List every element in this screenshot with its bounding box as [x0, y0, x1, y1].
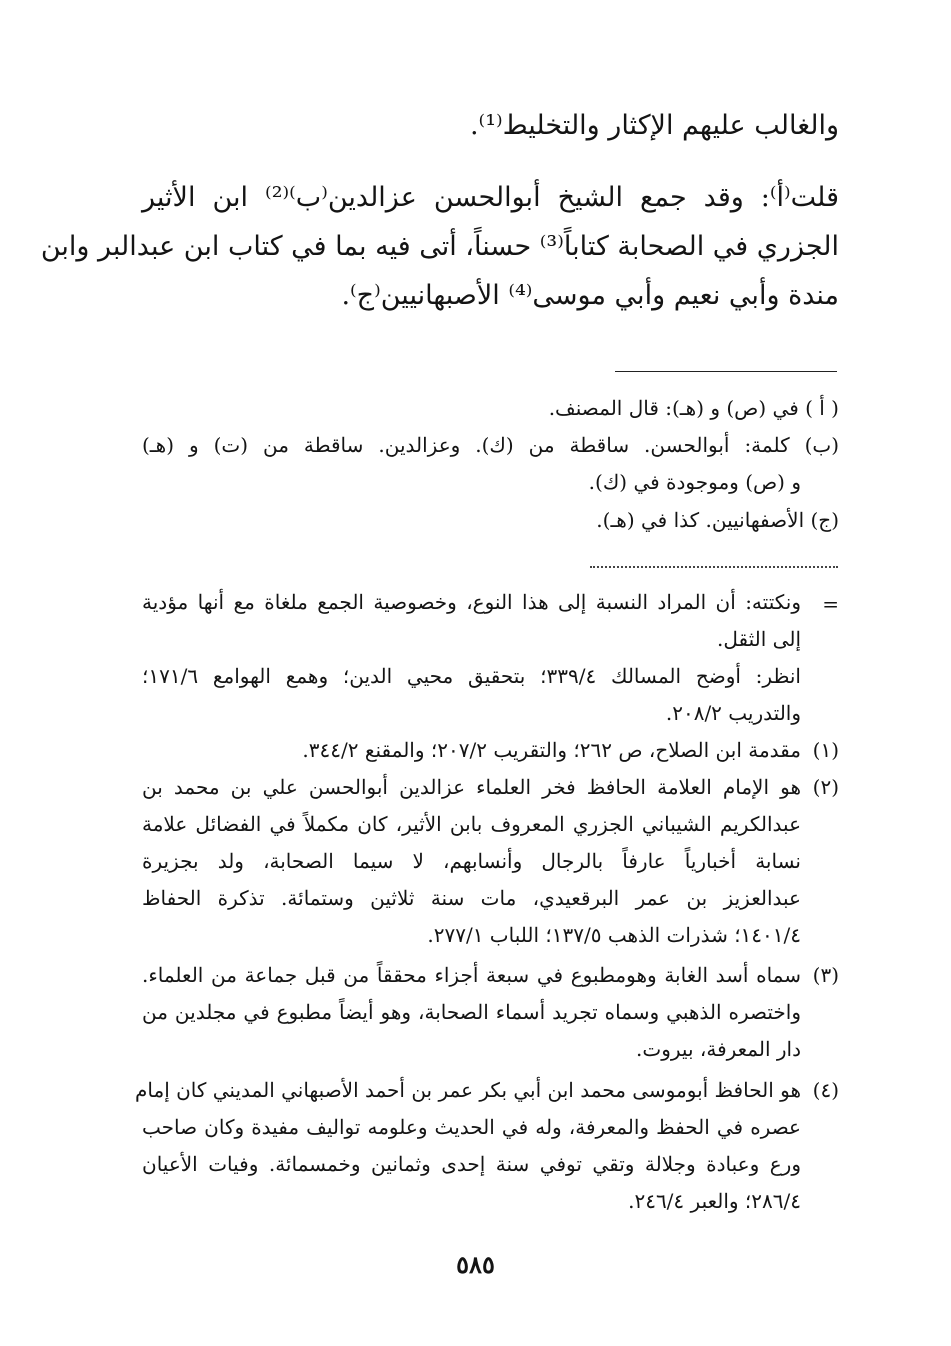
- variant-note-c: (ج) الأصفهانيين. كذا في (هـ).: [596, 508, 839, 532]
- variant-note-a: ( أ ) في (ص) و (هـ): قال المصنف.: [548, 396, 839, 420]
- body-paragraph-line-2: الجزري في الصحابة كتاباً⁽³⁾ حسناً، أتى فيه بما في كتاب ابن عبدالبر وابن: [40, 231, 839, 262]
- body-line-1: والغالب عليهم الإكثار والتخليط⁽¹⁾.: [469, 110, 839, 141]
- variant-note-b: (ب) كلمة: أبوالحسن. ساقطة من (ك). وعزالدين. ساقطة من (ت) و (هـ): [142, 433, 839, 457]
- footnote-1-line-1: مقدمة ابن الصلاح، ص ٢٦٢؛ والتقريب ٢٠٧/٢؛ والمقنع ٣٤٤/٢.: [302, 738, 801, 762]
- carryover-line-4: والتدريب ٢٠٨/٢.: [665, 701, 801, 725]
- footnote-2-line-3: نسابة أخبارياً عارفاً بالرجال وأنسابهم، لا سيما الصحابة، ولد بجزيرة: [142, 849, 801, 873]
- carryover-line-3: انظر: أوضح المسالك ٣٣٩/٤؛ بتحقيق محيي الدين؛ وهمع الهوامع ١٧١/٦؛: [142, 664, 801, 688]
- carryover-line-1: ونكتته: أن المراد النسبة إلى هذا النوع، وخصوصية الجمع ملغاة مع أنها مؤدية: [142, 590, 801, 614]
- footnote-1-marker: (١): [812, 738, 839, 762]
- footnote-3-line-2: واختصره الذهبي وسماه تجريد أسماء الصحابة، وهو أيضاً مطبوع في مجلدين من: [142, 1000, 801, 1024]
- body-paragraph-line-1: قلت⁽أ⁾: وقد جمع الشيخ أبوالحسن عزالدين⁽ب⁾⁽²⁾ ابن الأثير: [142, 182, 840, 213]
- body-paragraph-line-3: مندة وأبي نعيم وأبي موسى⁽⁴⁾ الأصبهانيين⁽ج⁾.: [341, 280, 839, 311]
- footnote-4-line-2: عصره في الحفظ والمعرفة، وله في الحديث وعلومه تواليف مفيدة وكان صاحب: [142, 1115, 801, 1139]
- footnote-4-line-3: ورع وعبادة وجلالة وتقي توفي سنة إحدى وثمانين وخمسمائة. وفيات الأعيان: [142, 1152, 801, 1176]
- footnote-2-line-1: هو الإمام العلامة الحافظ فخر العلماء عزالدين أبوالحسن علي بن محمد بن: [142, 775, 801, 799]
- dotted-separator: [590, 566, 838, 568]
- footnote-2-marker: (٢): [812, 775, 839, 799]
- page-number: ٥٨٥: [456, 1250, 495, 1279]
- footnote-3-marker: (٣): [812, 963, 839, 987]
- carryover-marker: =: [822, 592, 839, 616]
- footnote-2-line-4: عبدالعزيز بن عمر البرقعيدي، مات سنة ثلاثين وستمائة. تذكرة الحفاظ: [142, 886, 801, 910]
- footnote-3-line-3: دار المعرفة، بيروت.: [636, 1037, 801, 1061]
- footnote-2-line-2: عبدالكريم الشيباني الجزري المعروف بابن الأثير، كان مكملاً في الفضائل علامة: [142, 812, 801, 836]
- footnote-4-line-4: ٢٨٦/٤؛ والعبر ٢٤٦/٤.: [628, 1189, 801, 1213]
- footnote-2-line-5: ١٤٠١/٤؛ شذرات الذهب ١٣٧/٥؛ اللباب ٢٧٧/١.: [427, 923, 801, 947]
- footnote-4-line-1: هو الحافظ أبوموسى محمد ابن أبي بكر عمر بن أحمد الأصبهاني المديني كان إمام: [135, 1078, 801, 1102]
- variant-note-b-cont: و (ص) وموجودة في (ك).: [588, 470, 801, 494]
- footnote-4-marker: (٤): [812, 1078, 839, 1102]
- footnote-3-line-1: سماه أسد الغابة وهومطبوع في سبعة أجزاء محققاً من قبل جماعة من العلماء.: [142, 963, 801, 987]
- carryover-line-2: إلى الثقل.: [717, 627, 801, 651]
- footnote-separator: [615, 371, 837, 372]
